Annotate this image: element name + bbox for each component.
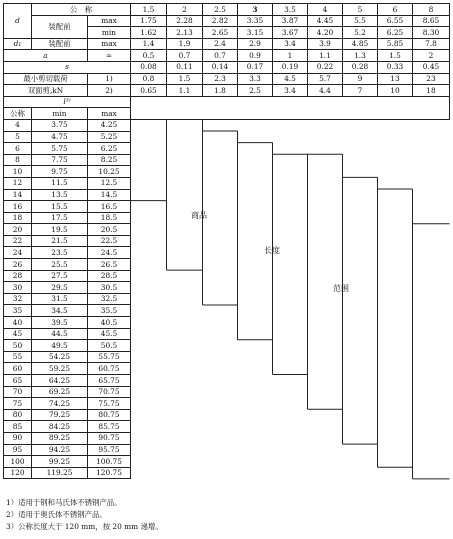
length-max: 32.5 — [88, 293, 131, 305]
a-value: 0.7 — [203, 50, 238, 62]
shear-value: 7 — [343, 85, 378, 97]
nominal-value: 6 — [378, 4, 413, 16]
range-label-changdu: 长度 — [264, 246, 280, 255]
s-value: 0.33 — [378, 61, 413, 73]
length-max: 14.5 — [88, 189, 131, 201]
length-min: 34.5 — [32, 305, 88, 317]
length-nominal: 95 — [4, 444, 32, 456]
length-min: 69.25 — [32, 386, 88, 398]
length-nominal: 70 — [4, 386, 32, 398]
length-nominal: 4 — [4, 119, 32, 131]
before-assembly-label: 装配前 — [32, 38, 88, 50]
d-min-value: 3.15 — [238, 27, 273, 39]
length-min: 31.5 — [32, 293, 88, 305]
length-max: 18.5 — [88, 212, 131, 224]
length-min: 84.25 — [32, 421, 88, 433]
length-nominal: 55 — [4, 351, 32, 363]
length-nominal: 80 — [4, 409, 32, 421]
length-min: 17.5 — [32, 212, 88, 224]
length-max: 4.25 — [88, 119, 131, 131]
length-nominal: 6 — [4, 143, 32, 155]
shear-value: 18 — [413, 85, 450, 97]
length-nominal: 32 — [4, 293, 32, 305]
length-max: 120.75 — [88, 467, 131, 479]
length-min: 13.5 — [32, 189, 88, 201]
length-nominal: 18 — [4, 212, 32, 224]
length-nominal: 12 — [4, 177, 32, 189]
length-min: 15.5 — [32, 201, 88, 213]
length-nominal: 8 — [4, 154, 32, 166]
nominal-label: 公 称 — [32, 4, 131, 16]
s-value: 0.45 — [413, 61, 450, 73]
a-value: 1.3 — [343, 50, 378, 62]
length-nominal: 85 — [4, 421, 32, 433]
d1-max-value: 2.4 — [203, 38, 238, 50]
d1-max-value: 2.9 — [238, 38, 273, 50]
d-max-value: 5.5 — [343, 15, 378, 27]
length-max: 75.75 — [88, 398, 131, 410]
shear-value: 2.5 — [238, 85, 273, 97]
shear-value: 2.3 — [203, 73, 238, 85]
length-max: 85.75 — [88, 421, 131, 433]
length-min: 11.5 — [32, 177, 88, 189]
d-max-value: 4.45 — [308, 15, 343, 27]
shear-value: 13 — [378, 73, 413, 85]
length-max: 60.75 — [88, 363, 131, 375]
d-max-value: 1.75 — [131, 15, 167, 27]
length-nominal: 24 — [4, 247, 32, 259]
d1-label: d₁ — [4, 38, 32, 50]
nominal-value: 3 — [238, 4, 273, 16]
s-value: 0.08 — [131, 61, 167, 73]
shear-value: 5.7 — [308, 73, 343, 85]
shear-value: 0.65 — [131, 85, 167, 97]
a-value: 0.7 — [167, 50, 203, 62]
d-max-value: 2.82 — [203, 15, 238, 27]
length-min: 27.5 — [32, 270, 88, 282]
note-1-marker: 1) — [88, 73, 131, 85]
length-min: 25.5 — [32, 259, 88, 271]
length-max: 45.5 — [88, 328, 131, 340]
length-min: 54.25 — [32, 351, 88, 363]
range-label-fanwei: 范围 — [333, 284, 349, 293]
length-min: 19.5 — [32, 224, 88, 236]
length-min: 9.75 — [32, 166, 88, 178]
shear-value: 1.8 — [203, 85, 238, 97]
nominal-value: 4 — [308, 4, 343, 16]
footnote-1: 1）适用于钢和马氏体不锈钢产品。 — [6, 498, 122, 507]
length-max: 24.5 — [88, 247, 131, 259]
footnote-2: 2）适用于奥氏体不锈钢产品。 — [6, 510, 107, 519]
d-min-value: 1.62 — [131, 27, 167, 39]
length-min: 74.25 — [32, 398, 88, 410]
d1-max-value: 4.85 — [343, 38, 378, 50]
length-nominal: 60 — [4, 363, 32, 375]
s-value: 0.14 — [203, 61, 238, 73]
shear-value: 23 — [413, 73, 450, 85]
max-label: max — [88, 38, 131, 50]
d-min-value: 8.30 — [413, 27, 450, 39]
length-max: 5.25 — [88, 131, 131, 143]
min-label: min — [88, 27, 131, 39]
l-max-header: max — [88, 108, 131, 120]
a-value: 1 — [273, 50, 308, 62]
length-min: 99.25 — [32, 456, 88, 468]
length-max: 22.5 — [88, 235, 131, 247]
length-nominal: 14 — [4, 189, 32, 201]
d-min-value: 3.67 — [273, 27, 308, 39]
note-2-marker: 2) — [88, 85, 131, 97]
d-max-value: 2.28 — [167, 15, 203, 27]
length-min: 89.25 — [32, 432, 88, 444]
d1-max-value: 1.4 — [131, 38, 167, 50]
s-value: 0.19 — [273, 61, 308, 73]
d-max-value: 3.87 — [273, 15, 308, 27]
length-nominal: 45 — [4, 328, 32, 340]
length-min: 64.25 — [32, 375, 88, 387]
s-value: 0.11 — [167, 61, 203, 73]
length-max: 50.5 — [88, 340, 131, 352]
d-max-value: 3.35 — [238, 15, 273, 27]
shear-value: 3.3 — [238, 73, 273, 85]
d1-max-value: 3.9 — [308, 38, 343, 50]
d-label: d — [4, 4, 32, 39]
length-nominal: 22 — [4, 235, 32, 247]
approx-label: ≈ — [88, 50, 131, 62]
shear-value: 10 — [378, 85, 413, 97]
length-nominal: 10 — [4, 166, 32, 178]
length-min: 119.25 — [32, 467, 88, 479]
length-max: 65.75 — [88, 375, 131, 387]
length-max: 70.75 — [88, 386, 131, 398]
length-nominal: 120 — [4, 467, 32, 479]
l-label: l³⁾ — [4, 96, 131, 108]
d-min-value: 2.13 — [167, 27, 203, 39]
length-max: 12.5 — [88, 177, 131, 189]
length-max: 80.75 — [88, 409, 131, 421]
d1-max-value: 3.4 — [273, 38, 308, 50]
a-value: 1.5 — [378, 50, 413, 62]
d-min-value: 5.2 — [343, 27, 378, 39]
shear-value: 0.8 — [131, 73, 167, 85]
length-nominal: 28 — [4, 270, 32, 282]
l-min-header: min — [32, 108, 88, 120]
length-nominal: 5 — [4, 131, 32, 143]
nominal-value: 5 — [343, 4, 378, 16]
length-nominal: 65 — [4, 375, 32, 387]
length-nominal: 90 — [4, 432, 32, 444]
a-value: 2 — [413, 50, 450, 62]
s-value: 0.22 — [308, 61, 343, 73]
nominal-value: 3.5 — [273, 4, 308, 16]
shear-value: 4.4 — [308, 85, 343, 97]
l-nominal-header: 公称 — [4, 108, 32, 120]
length-min: 4.75 — [32, 131, 88, 143]
length-max: 55.75 — [88, 351, 131, 363]
shear-value: 9 — [343, 73, 378, 85]
length-max: 20.5 — [88, 224, 131, 236]
length-min: 79.25 — [32, 409, 88, 421]
d-max-value: 6.55 — [378, 15, 413, 27]
length-max: 8.25 — [88, 154, 131, 166]
length-nominal: 50 — [4, 340, 32, 352]
a-label: a — [4, 50, 88, 62]
length-max: 40.5 — [88, 317, 131, 329]
d1-max-value: 5.85 — [378, 38, 413, 50]
d1-max-value: 1.9 — [167, 38, 203, 50]
d-max-value: 8.65 — [413, 15, 450, 27]
range-label-shangpin: 商品 — [191, 211, 207, 220]
shear-label-2: 双面剪,kN — [4, 85, 88, 97]
shear-value: 3.4 — [273, 85, 308, 97]
length-max: 35.5 — [88, 305, 131, 317]
before-assembly-label: 装配前 — [32, 15, 88, 38]
length-min: 59.25 — [32, 363, 88, 375]
length-nominal: 16 — [4, 201, 32, 213]
d1-max-value: 7.8 — [413, 38, 450, 50]
max-label: max — [88, 15, 131, 27]
nominal-value: 2 — [167, 4, 203, 16]
length-min: 7.75 — [32, 154, 88, 166]
length-nominal: 75 — [4, 398, 32, 410]
length-min: 29.5 — [32, 282, 88, 294]
length-max: 10.25 — [88, 166, 131, 178]
length-max: 26.5 — [88, 259, 131, 271]
length-max: 90.75 — [88, 432, 131, 444]
shear-value: 1.1 — [167, 85, 203, 97]
length-min: 94.25 — [32, 444, 88, 456]
length-nominal: 100 — [4, 456, 32, 468]
d-min-value: 4.20 — [308, 27, 343, 39]
length-min: 5.75 — [32, 143, 88, 155]
d-min-value: 2.65 — [203, 27, 238, 39]
length-max: 95.75 — [88, 444, 131, 456]
nominal-value: 1.5 — [131, 4, 167, 16]
length-nominal: 30 — [4, 282, 32, 294]
nominal-value: 8 — [413, 4, 450, 16]
length-max: 100.75 — [88, 456, 131, 468]
nominal-value: 2.5 — [203, 4, 238, 16]
a-value: 1.1 — [308, 50, 343, 62]
footnote-3: 3）公称长度大于 120 mm，按 20 mm 递增。 — [6, 522, 163, 531]
length-nominal: 35 — [4, 305, 32, 317]
shear-value: 4.5 — [273, 73, 308, 85]
s-label: s — [4, 61, 131, 73]
footnotes — [6, 497, 163, 533]
length-min: 49.5 — [32, 340, 88, 352]
s-value: 0.17 — [238, 61, 273, 73]
length-max: 16.5 — [88, 201, 131, 213]
length-max: 28.5 — [88, 270, 131, 282]
a-value: 0.9 — [238, 50, 273, 62]
length-nominal: 20 — [4, 224, 32, 236]
length-max: 30.5 — [88, 282, 131, 294]
length-min: 39.5 — [32, 317, 88, 329]
length-min: 23.5 — [32, 247, 88, 259]
length-min: 21.5 — [32, 235, 88, 247]
s-value: 0.28 — [343, 61, 378, 73]
a-value: 0.5 — [131, 50, 167, 62]
d-min-value: 6.25 — [378, 27, 413, 39]
length-nominal: 40 — [4, 317, 32, 329]
length-max: 6.25 — [88, 143, 131, 155]
length-min: 44.5 — [32, 328, 88, 340]
shear-value: 1.5 — [167, 73, 203, 85]
length-nominal: 26 — [4, 259, 32, 271]
length-min: 3.75 — [32, 119, 88, 131]
shear-label: 最小剪切载荷 — [4, 73, 88, 85]
